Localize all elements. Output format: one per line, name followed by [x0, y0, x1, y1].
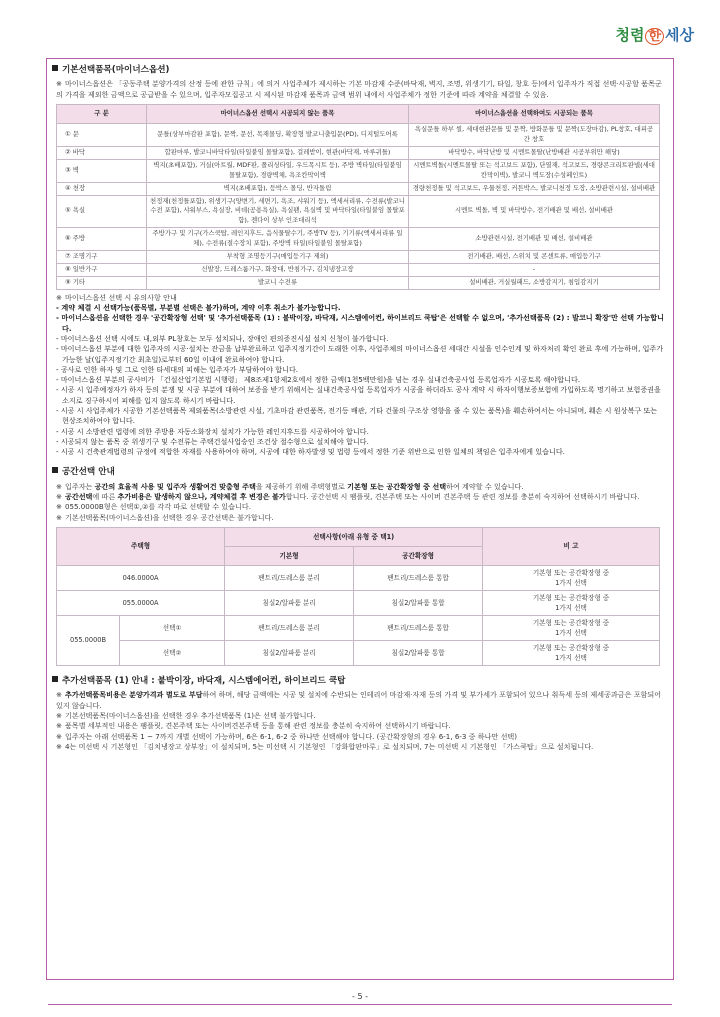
cell-ext: 팬트리/드레스룸 통합	[354, 566, 483, 591]
cell-included: 경량천정틀 및 석고보드, 우물천정, 커튼박스, 발코니천정 도장, 소방관련시설, 설비배관	[409, 182, 660, 195]
cell-included: 시멘트 벽돌, 벽 및 바닥방수, 전기배관 및 배선, 설비배관	[409, 195, 660, 228]
cell-excluded: 주방가구 및 기구(가스쿡탑, 레인지후드, 음식물탈수기, 주방TV 등), 기기류(액세서리류 일체), 수전류(절수장치 포함), 주방벽 타일(타일붙임 몰탈포함)	[147, 228, 409, 251]
cell-included: 바닥방수, 바닥난방 및 시멘트몰탈(난방배관 시공부위만 해당)	[409, 146, 660, 159]
logo-text-3: 세상	[665, 26, 694, 44]
square-bullet-icon	[52, 65, 58, 71]
table-header: 마이너스옵션을 선택하여도 시공되는 품목	[409, 105, 660, 124]
cell-excluded: 신발장, 드레스룸가구, 화장대, 반침가구, 김치냉장고장	[147, 264, 409, 277]
table-row	[57, 616, 660, 641]
cell-item: ⑦ 조명기구	[57, 251, 147, 264]
extra-notes-list	[48, 690, 672, 752]
note-item: ※ 입주자는 아래 선택품목 1 ~ 7까지 개별 선택이 가능하며, 6은 6-1, 6-2 중 하나만 선택해야 합니다. (공간확장형의 경우 6-1, 6-3 중 하나만 선택)	[56, 731, 518, 741]
cell-item: ⑤ 욕실	[57, 195, 147, 228]
cell-note: 기본형 또는 공간확장형 중 1가지 선택	[483, 591, 660, 616]
note-item: ※ 기본선택품목(마이너스옵션)을 선택한 경우 추가선택품목 (1)은 선택 불가합니다.	[56, 711, 316, 721]
table-row	[57, 566, 660, 591]
note-item: - 시공 시 소방관련 법령에 의한 주방용 자동소화장치 설치가 가능한 레인지후드를 시공하여야 합니다.	[56, 426, 369, 436]
note-item: - 시공 시 사업주체가 시공한 기본선택품목 제외품목(소방관련 시설, 기초마감 관련품목, 전기등 배관, 기타 건물의 구조상 영향을 줄 수 있는 품목)을 훼손하여서는 아니되며, 훼손 시 원상복구 또는 현상조치하여야 합니다.	[56, 406, 658, 426]
cell-item: ② 바닥	[57, 146, 147, 159]
cell-excluded: 벽지(초배포함), 등박스 몰딩, 반자돌림	[147, 182, 409, 195]
note-item: - 시공 시 건축관계법령의 규정에 적합한 자재를 사용하여야 하며, 시공에 대한 하자발생 및 법령 등에서 정한 기준 위반으로 인한 일체의 책임은 입주자에게 있습니다.	[56, 447, 565, 457]
table-row	[57, 591, 660, 616]
note-item: - 마이너스옵션을 선택한 경우 '공간확장형 선택' 및 '추가선택품목 (1) : 붙박이장, 바닥재, 시스템에어컨, 하이브리드 쿡탑'은 선택할 수 없으며, '추가선택품목 (2) : 발코니 확장'만 선택 가능합니다.	[56, 313, 664, 333]
note-item: ※ 기본선택품목(마이너스옵션)을 선택한 경우 공간선택은 불가합니다.	[56, 512, 274, 522]
page-number: - 5 -	[352, 992, 368, 1001]
note-item: - 공사로 인한 하자 및 그로 인한 타세대의 피해는 입주자가 부담하여야 합니다.	[56, 364, 299, 374]
cell-basic: 침실2/알파룸 분리	[225, 591, 354, 616]
table-row	[57, 251, 660, 264]
table-header: 마이너스옵션 선택시 시공되지 않는 품목	[147, 105, 409, 124]
cell-excluded: 천정재(천정틀포함), 위생기구(양변기, 세면기, 욕조, 샤워기 등), 액세서리류, 수전류(발코니 수전 포함), 샤워부스, 욕실장, 비데(공용욕실), 욕실팬, 욕실벽 및 바닥타일(타일붙임 몰탈포함), 젠다이 상부 인조대리석	[147, 195, 409, 228]
cell-item: ⑥ 주방	[57, 228, 147, 251]
document-body	[48, 64, 672, 752]
table-row	[57, 124, 660, 147]
space-select-table	[56, 527, 660, 666]
cell-basic: 팬트리/드레스룸 분리	[225, 566, 354, 591]
cell-item: ③ 벽	[57, 159, 147, 182]
bottom-rule	[48, 1004, 672, 1005]
cell-sub: 선택②	[120, 641, 225, 666]
cell-item: ④ 천장	[57, 182, 147, 195]
logo-text-2: 한	[645, 28, 664, 45]
cell-type: 055.0000B	[57, 616, 120, 666]
section-title-extra-options: 추가선택품목 (1) 안내 : 붙박이장, 바닥재, 시스템에어컨, 하이브리드 쿡탑	[52, 675, 672, 687]
table-row	[57, 195, 660, 228]
cell-excluded: 벽지(초배포함), 거실(아트월, MDF판, 폴리싱타일, 우드목시트 등), 주방 벽타일(타일붙임 몰탈포함), 경량벽체, 욕조칸막이벽	[147, 159, 409, 182]
table-row	[57, 159, 660, 182]
note-item: ※ 055.0000B형은 선택①,②를 각각 따로 선택할 수 있습니다.	[56, 502, 251, 512]
square-bullet-icon	[52, 467, 58, 473]
cell-included: 시멘트벽돌(시멘트몰탈 또는 석고보드 포함), 단열재, 석고보드, 경량콘크리트판넬(세대칸막이벽), 발코니 벽도장(수성페인트)	[409, 159, 660, 182]
cell-ext: 침실2/알파룸 통합	[354, 591, 483, 616]
section-title-space-select: 공간선택 안내	[52, 466, 672, 478]
cell-included: 설비배관, 거실월패드, 소방감지기, 침입감지기	[409, 277, 660, 290]
table-header: 선택사항(아래 유형 중 택1)	[225, 528, 483, 547]
note-item: ※ 4는 미선택 시 기본형인 「김치냉장고 상부장」이 설치되며, 5는 미선택 시 기본형인 「강화합판마루」로 설치되며, 7는 미선택 시 기본형인 「가스쿡탑」으로 설치됩니다.	[56, 741, 594, 751]
notes-list	[56, 303, 664, 457]
cell-type: 055.0000A	[57, 591, 225, 616]
table-row	[57, 146, 660, 159]
cell-ext: 침실2/알파룸 통합	[354, 641, 483, 666]
table-header: 비 고	[483, 528, 660, 566]
cell-basic: 팬트리/드레스룸 분리	[225, 616, 354, 641]
table-row	[57, 277, 660, 290]
cell-sub: 선택①	[120, 616, 225, 641]
note-item: - 마이너스옵션 부분의 공사비가 「건설산업기본법 시행령」 제8조제1항제2호에서 정한 금액(1천5백만원)을 넘는 경우 실내건축공사업 등록업자가 시공토록 해야합니다.	[56, 375, 581, 385]
note-item: - 시공되지 않는 품목 중 위생기구 및 수전류는 주택건설사업승인 조건상 절수형으로 설치해야 합니다.	[56, 436, 369, 446]
cell-excluded: 합판마루, 발코니바닥타일(타일붙임 몰탈포함), 걸레받이, 현관(바닥재, 마루귀틀)	[147, 146, 409, 159]
minus-option-table	[56, 104, 660, 290]
cell-included: -	[409, 264, 660, 277]
table-header: 구 분	[57, 105, 147, 124]
cell-excluded: 발코니 수전류	[147, 277, 409, 290]
notes-title: ※ 마이너스옵션 선택 시 유의사항 안내	[56, 292, 177, 302]
cell-included: 소방관련시설, 전기배관 및 배선, 설비배관	[409, 228, 660, 251]
table-header: 기본형	[225, 547, 354, 566]
cell-note: 기본형 또는 공간확장형 중 1가지 선택	[483, 616, 660, 641]
space-notes-list	[48, 482, 672, 523]
cell-basic: 침실2/알파룸 분리	[225, 641, 354, 666]
cell-item: ⑧ 일반가구	[57, 264, 147, 277]
cell-item: ① 문	[57, 124, 147, 147]
cell-note: 기본형 또는 공간확장형 중 1가지 선택	[483, 566, 660, 591]
square-bullet-icon	[52, 676, 58, 682]
cell-note: 기본형 또는 공간확장형 중 1가지 선택	[483, 641, 660, 666]
note-item: ※ 공간선택에 따른 추가비용은 발생하지 않으나, 계약체결 후 변경은 불가합니다. 공간선택 시 팸플릿, 견본주택 또는 사이버 견본주택 등 관련 정보를 충분히 숙지하여 선택하시기 바랍니다.	[56, 492, 640, 502]
cell-excluded: 부착형 조명등기구(매입등기구 제외)	[147, 251, 409, 264]
table-row	[57, 641, 660, 666]
note-item: - 마이너스옵션 부분에 대한 입주자의 시공·설치는 잔금을 납부완료하고 입주지정기간이 도래한 이후, 사업주체의 마이너스옵션 세대간 시설을 인수인계 및 하자처리 확인 완료 후에 가능하며, 입주가 가능한 날(입주지정기간 최초일)로부터 60일 이내에 완료하여야 합니다.	[56, 344, 664, 364]
table-row	[57, 228, 660, 251]
table-row	[57, 264, 660, 277]
note-item: - 마이너스옵션 선택 시에도 내,외부 PL창호는 모두 설치되나, 장애인 편의증진시설 설치 신청이 불가합니다.	[56, 334, 389, 344]
note-item: ※ 입주자는 공간의 효율적 사용 및 입주자 생활여건 맞춤형 주택을 제공하기 위해 주택형별로 기본형 또는 공간확장형 중 선택하여 계약할 수 있습니다.	[56, 481, 524, 491]
table-header: 공간확장형	[354, 547, 483, 566]
table-row	[57, 182, 660, 195]
logo	[615, 24, 694, 45]
note-item: - 시공 시 입주예정자가 하자 등의 분쟁 및 시공 부분에 대하여 보증을 받기 위해서는 실내건축공사업 등록업자가 시공을 하더라도 공사 계약 시 하자이행보증보험에 가입하도록 명기하고 보험증권을 소지로 징구하시어 피해를 입지 않도록 하시기 바랍니다.	[56, 385, 661, 405]
cell-included: 욕실문틀 하부 씰, 세대현관문틀 및 문짝, 방화문틀 및 문짝(도장마감), PL창호, 대피공간 창호	[409, 124, 660, 147]
note-item: - 계약 체결 시 선택가능(품목별, 부분별 선택은 불가)하며, 계약 이후 취소가 불가능합니다.	[56, 303, 341, 313]
section-intro: ※ 마이너스옵션은 「공동주택 분양가격의 산정 등에 관한 규칙」에 의거 사업주체가 제시하는 기본 마감재 수준(바닥재, 벽지, 조명, 위생기기, 타일, 창호 등)에서 입주자가 직접 선택·시공할 품목군의 가격을 제외한 금액으로 공급받을 수 있으며, 입주자모집공고 시 제시된 마감재 품목과 금액 범위 내에서 사업주체가 정한 기준에 따라 계약을 체결할 수 있음.	[56, 79, 662, 99]
cell-excluded: 문틀(상부마감판 포함), 문짝, 문선, 목재몰딩, 확장형 발코니출입문(PD), 디지털도어록	[147, 124, 409, 147]
section-title-minus-option: 기본선택품목(마이너스옵션)	[52, 64, 672, 76]
logo-text-1: 청렴	[615, 26, 645, 44]
note-item: ※ 품목별 세부적인 내용은 팸플릿, 견본주택 또는 사이버견본주택 등을 통해 관련 정보를 충분히 숙지하여 선택하시기 바랍니다.	[56, 721, 451, 731]
cell-item: ⑨ 기타	[57, 277, 147, 290]
cell-type: 046.0000A	[57, 566, 225, 591]
table-header: 주택형	[57, 528, 225, 566]
cell-ext: 팬트리/드레스룸 통합	[354, 616, 483, 641]
note-item: ※ 추가선택품목비용은 분양가격과 별도로 부담하여 하며, 해당 금액에는 시공 및 설치에 수반되는 인테리어 마감재·자재 등의 가격 및 부가세가 포함되어 있으나 취득세 등의 제세공과금은 포함되어 있지 않습니다.	[56, 690, 662, 710]
cell-included: 전기배관, 배선, 스위치 및 콘센트류, 매입등기구	[409, 251, 660, 264]
